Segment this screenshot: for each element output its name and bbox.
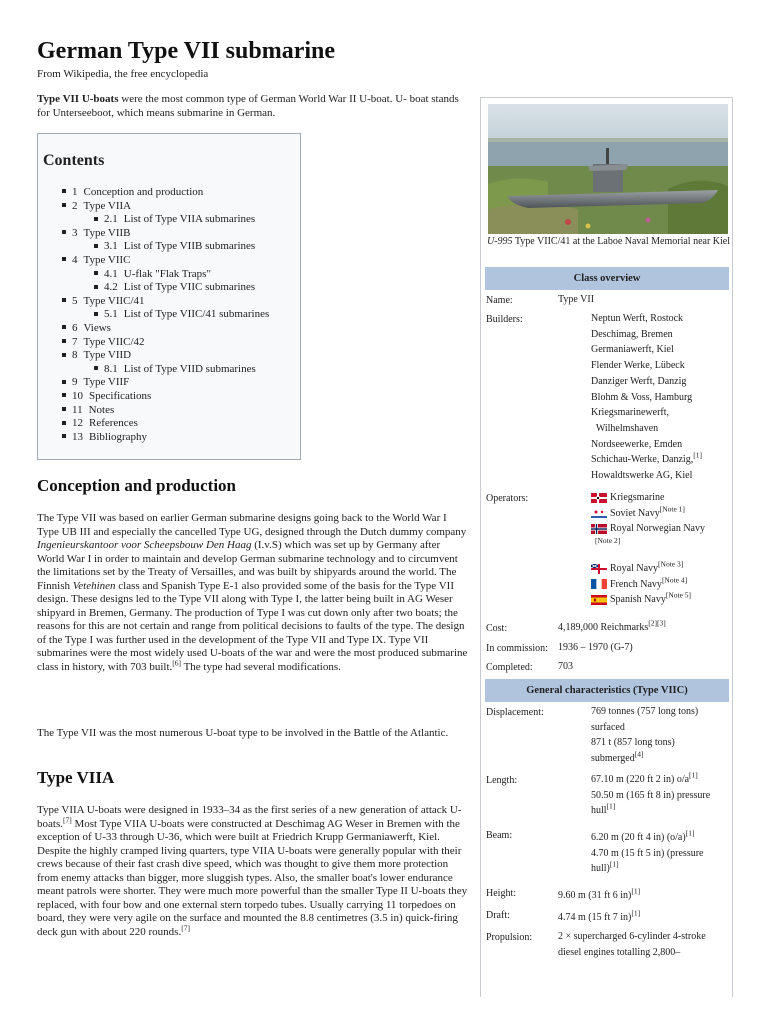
toc-item[interactable] [38, 404, 298, 418]
height-text: 9.60 m (31 ft 6 in) [558, 890, 632, 901]
toc-label[interactable]: References [89, 417, 138, 430]
toc-label[interactable]: Notes [88, 403, 115, 416]
section-heading-conception: Conception and production [37, 476, 237, 495]
bullet-icon [62, 257, 66, 261]
toc-label[interactable]: Type VIIC/42 [83, 335, 145, 348]
toc-number: 8 [72, 349, 78, 362]
displacement-submerged-note: submerged [591, 753, 635, 765]
bullet-icon [62, 325, 66, 329]
toc-item[interactable] [38, 268, 298, 282]
toc-label[interactable]: List of Type VIIC submarines [123, 281, 256, 294]
norway-flag-icon [591, 524, 607, 534]
builder-item[interactable] [591, 468, 731, 484]
royal-navy-ensign-icon [591, 564, 607, 574]
general-characteristics-header: General characteristics (Type VIIC) [485, 679, 729, 702]
cost-label: Cost: [486, 623, 508, 634]
bullet-icon [62, 393, 66, 397]
builder-item[interactable] [591, 452, 731, 468]
builder-name: Deschimag, Bremen [591, 328, 673, 340]
toc-label[interactable]: Conception and production [83, 186, 204, 198]
submarine-photo[interactable] [488, 104, 728, 234]
type-viia-text-a: Type VIIA U-boats were designed in 1933–34 as the first series of a new generation of attack U-boats. [37, 804, 462, 830]
builder-name: Flender Werke, Lübeck [591, 360, 685, 372]
height-label: Height: [486, 888, 516, 899]
infobox [480, 97, 733, 997]
operator-name: French Navy [610, 578, 662, 590]
toc-label[interactable]: Type VIIC [83, 253, 131, 266]
length-pressure-hull-note: hull [591, 805, 607, 817]
submarine-photo-illustration [488, 104, 728, 234]
toc-item[interactable] [38, 200, 298, 214]
bullet-icon [62, 434, 66, 438]
toc-label[interactable]: Type VIIB [83, 226, 131, 239]
type-viia-paragraph [37, 804, 469, 939]
bullet-icon [62, 230, 66, 234]
citation-link[interactable]: [1] [631, 908, 641, 918]
builder-item[interactable] [591, 311, 731, 327]
toc-label[interactable]: List of Type VIIB submarines [123, 240, 256, 253]
toc-label[interactable]: List of Type VIIA submarines [123, 213, 256, 226]
bullet-icon [94, 285, 98, 289]
displacement-surfaced: 769 tonnes (757 long tons) [591, 706, 699, 717]
toc-number: 9 [72, 376, 78, 389]
operator-spanish-navy[interactable] [591, 592, 731, 608]
note-link[interactable]: [Note 2] [595, 536, 621, 546]
length-value [591, 772, 731, 819]
conception-text-b: (I.v.S) which was set up by Germany after World War I in order to maintain and develop German submarine technology and to circumvent the limitations set by the Treaty of Versailles, and was built by shipyards around the world. The Finnish [37, 539, 458, 592]
france-flag-icon [591, 579, 607, 589]
builder-name: Schichau-Werke, Danzig, [591, 454, 694, 466]
bullet-icon [94, 244, 98, 248]
toc-number: 8.1 [104, 362, 118, 375]
citation-link[interactable]: [6] [172, 657, 182, 667]
type-viia-text-b: Most Type VIIA U-boats were constructed at Deschimag AG Weser in Bremen with the exception of U-33 through U-36, which were built at Friedrich Krupp Germaniawerft, Kiel. Despite the highly cramped living quarters, type VIIA U-boats were generally popular with their crews because of their fast crash dive speed, which was thought to give them more protection from enemy attacks than bigger, more sluggish types. Also, the smaller boat's lower endurance meant patrols were shorter. They were much more powerful than the smaller Type II U-boats they replaced, with four bow and one external stern torpedo tubes. Usually carrying 11 torpedoes on board, they were very agile on the surface and mounted the 8.8 centimetres (3.5 in) quick-firing deck gun with about 220 rounds. [37, 817, 468, 938]
note-link[interactable]: [Note 5] [665, 590, 692, 600]
height-value [558, 888, 698, 904]
bullet-icon [62, 353, 66, 357]
intro-text-2: boat stands for Unterseeboot, which means submarine in German. [37, 93, 459, 119]
completed-value: 703 [558, 661, 573, 672]
toc-label[interactable]: Views [83, 321, 111, 334]
name-label: Name: [486, 295, 513, 306]
toc-item[interactable] [38, 281, 298, 295]
operator-name: Kriegsmarine [610, 492, 665, 503]
citation-link[interactable]: [1] [609, 860, 619, 870]
soviet-navy-flag-icon [591, 508, 607, 518]
spain-flag-icon [591, 595, 607, 605]
draft-value [558, 910, 698, 926]
toc-label[interactable]: Bibliography [89, 430, 148, 443]
toc-number: 2.1 [104, 213, 118, 226]
toc-item[interactable] [38, 295, 298, 309]
note-link[interactable]: [Note 3] [658, 559, 684, 569]
toc-item[interactable] [38, 417, 298, 431]
builder-name: Neptun Werft, Rostock [591, 313, 684, 324]
bullet-icon [62, 380, 66, 384]
class-overview-header: Class overview [485, 267, 729, 290]
beam-pressure-hull-note: hull) [591, 863, 610, 875]
toc-item[interactable] [38, 363, 298, 377]
citation-link[interactable]: [1] [685, 828, 695, 838]
table-of-contents [37, 133, 301, 460]
toc-item[interactable] [38, 186, 298, 200]
operator-soviet-navy[interactable] [591, 506, 731, 522]
citation-link[interactable]: [1] [693, 451, 702, 460]
builders-list [591, 311, 731, 484]
citation-link[interactable]: [1] [689, 770, 698, 780]
toc-number: 5 [72, 294, 78, 307]
toc-label[interactable]: List of Type VIID submarines [123, 362, 256, 375]
operator-kriegsmarine[interactable] [591, 490, 731, 506]
conception-paragraph-1 [37, 512, 469, 674]
builder-item[interactable] [591, 405, 731, 421]
toc-item[interactable] [38, 322, 298, 336]
toc-label[interactable]: Type VIIC/41 [83, 294, 145, 307]
displacement-label: Displacement: [486, 707, 544, 718]
toc-number: 3 [72, 226, 78, 239]
toc-number: 7 [72, 335, 78, 348]
bullet-icon [94, 312, 98, 316]
builder-name: Blohm & Voss, Hamburg [591, 391, 693, 403]
operator-name: Royal Norwegian Navy [610, 523, 705, 535]
note-link[interactable]: [Note 1] [659, 504, 685, 514]
completed-label: Completed: [486, 662, 533, 673]
toc-item[interactable] [38, 431, 298, 445]
commission-value: 1936 – 1970 (G-7) [558, 642, 633, 653]
photo-caption [486, 235, 731, 249]
toc-label[interactable]: Type VIIA [83, 199, 132, 212]
page-title: German Type VII submarine [37, 38, 336, 64]
operators-label: Operators: [486, 493, 529, 504]
intro-paragraph [37, 93, 469, 120]
toc-item[interactable] [38, 349, 298, 363]
builder-name: Danziger Werft, Danzig [591, 375, 687, 387]
bullet-icon [62, 298, 66, 302]
toc-item[interactable] [38, 336, 298, 350]
conception-italic-ivs[interactable]: Ingenieurskantoor voor Scheepsbouw Den Haag [37, 539, 252, 551]
bullet-icon [62, 407, 66, 411]
beam-pressure-hull: 4.70 m (15 ft 5 in) (pressure [591, 847, 704, 859]
displacement-submerged: 871 t (857 long tons) [591, 737, 675, 749]
displacement-surfaced-note: surfaced [591, 721, 625, 733]
section-heading-type-viia: Type VIIA [37, 768, 115, 787]
citation-link[interactable]: [4] [634, 749, 644, 759]
draft-text: 4.74 m (15 ft 7 in) [558, 912, 632, 923]
builders-label: Builders: [486, 314, 523, 325]
builder-item[interactable] [591, 374, 731, 390]
propulsion-label: Propulsion: [486, 932, 533, 943]
toc-label[interactable]: U-flak "Flak Traps" [123, 267, 211, 280]
propulsion-value [558, 929, 728, 960]
tagline: From Wikipedia, the free encyclopedia [37, 68, 209, 80]
builder-item[interactable] [591, 327, 731, 343]
citation-link[interactable]: [7] [181, 922, 190, 932]
length-pressure-hull: 50.50 m (165 ft 8 in) pressure [591, 789, 711, 801]
toc-item[interactable] [38, 240, 298, 254]
toc-item[interactable] [38, 376, 298, 390]
conception-text-c: class and Spanish Type E-1 also provided some of the basis for the Type VII design. These designs led to the Type VII along with Type I, the latter being built in AG Weser shipyard in Bremen, Germany. The production of Type I was cut down only after two boats; the reasons for this are not certain and range from political decisions to faults of the type. The design of the Type I was further used in the development of the Type VII and Type IX. Type VII submarines were the most widely used U-boats of the war and were the most produced submarine class in history, with 703 built. [37, 579, 468, 673]
toc-number: 10 [72, 389, 83, 402]
bullet-icon [62, 203, 66, 207]
caption-italic[interactable]: U-995 [486, 236, 513, 247]
builder-item[interactable] [591, 342, 731, 358]
builder-name: Kriegsmarinewerft, [591, 407, 670, 419]
conception-paragraph-2: The Type VII was the most numerous U-boat type to be involved in the Battle of the Atlantic. [37, 727, 449, 739]
builder-name: Nordseewerke, Emden [591, 438, 683, 450]
toc-number: 11 [72, 403, 83, 416]
citation-link[interactable]: [7] [62, 814, 72, 824]
toc-item[interactable] [38, 254, 298, 268]
toc-list [38, 186, 298, 444]
toc-number: 13 [72, 430, 83, 443]
norway-note[interactable] [591, 537, 731, 553]
toc-item[interactable] [38, 227, 298, 241]
bullet-icon [62, 189, 66, 193]
note-link[interactable]: [Note 4] [661, 575, 688, 585]
commission-label: In commission: [486, 643, 548, 654]
name-value: Type VII [558, 294, 595, 305]
toc-number: 12 [72, 417, 83, 430]
conception-italic-vetehinen[interactable]: Vetehinen [72, 579, 116, 592]
builder-name: Howaldtswerke AG, Kiel [591, 470, 693, 482]
kriegsmarine-flag-icon [591, 493, 607, 503]
beam-label: Beam: [486, 830, 513, 841]
toc-item[interactable] [38, 390, 298, 404]
intro-text-1: were the most common type of German World War II U-boat. U- [121, 93, 407, 105]
builder-item[interactable] [591, 358, 731, 374]
citation-link[interactable]: [1] [606, 802, 616, 812]
operator-royal-navy[interactable] [591, 561, 731, 577]
conception-text-d: The type had several modifications. [181, 660, 341, 673]
draft-label: Draft: [486, 910, 510, 921]
operator-name: Soviet Navy [610, 507, 660, 519]
bullet-icon [94, 271, 98, 275]
operator-royal-norwegian-navy[interactable] [591, 521, 731, 537]
toc-label[interactable]: Specifications [89, 389, 152, 402]
toc-number: 4 [72, 253, 78, 266]
toc-number: 5.1 [104, 308, 118, 321]
toc-number: 6 [72, 321, 78, 334]
builder-item[interactable] [591, 390, 731, 406]
operator-name: Royal Navy [610, 562, 659, 574]
builder-item[interactable] [591, 421, 731, 437]
bullet-icon [94, 217, 98, 221]
beam-value [591, 830, 731, 877]
cost-value [558, 620, 698, 636]
toc-number: 4.2 [104, 281, 118, 294]
toc-number: 2 [72, 199, 78, 212]
length-overall: 67.10 m (220 ft 2 in) o/a [591, 774, 690, 785]
displacement-value [591, 704, 731, 767]
bullet-icon [62, 339, 66, 343]
builder-name: Germaniawerft, Kiel [591, 344, 674, 356]
toc-item[interactable] [38, 213, 298, 227]
toc-title: Contents [43, 152, 105, 169]
bullet-icon [62, 421, 66, 425]
builder-name: Wilhelmshaven [591, 422, 659, 434]
conception-text-a: The Type VII was based on earlier German submarine designs going back to the World War I Type UB III and especially the cancelled Type UG, designed through the Dutch dummy company [37, 512, 467, 538]
toc-label[interactable]: Type VIID [83, 349, 132, 362]
toc-item[interactable] [38, 308, 298, 322]
cost-text: 4,189,000 Reichmarks [558, 622, 649, 633]
citation-link[interactable]: [1] [631, 886, 641, 896]
toc-label[interactable]: List of Type VIIC/41 submarines [123, 308, 270, 321]
length-label: Length: [486, 775, 518, 786]
operator-name: Spanish Navy [610, 594, 666, 606]
operator-french-navy[interactable] [591, 577, 731, 593]
intro-bold-term: Type VII U-boats [37, 93, 119, 105]
builder-item[interactable] [591, 437, 731, 453]
operators-list [591, 490, 731, 608]
toc-label[interactable]: Type VIIF [83, 376, 130, 389]
toc-number: 4.1 [104, 267, 118, 280]
bullet-icon [94, 366, 98, 370]
toc-number: 1 [72, 186, 78, 198]
citation-link[interactable]: [2][3] [648, 618, 666, 628]
propulsion-line-2: diesel engines totalling 2,800– [558, 946, 681, 958]
toc-number: 3.1 [104, 240, 118, 253]
beam-overall: 6.20 m (20 ft 4 in) (o/a) [591, 832, 686, 843]
caption-text: Type VIIC/41 at the Laboe Naval Memorial near Kiel [512, 236, 731, 247]
propulsion-line-1: 2 × supercharged 6-cylinder 4-stroke [558, 931, 706, 942]
